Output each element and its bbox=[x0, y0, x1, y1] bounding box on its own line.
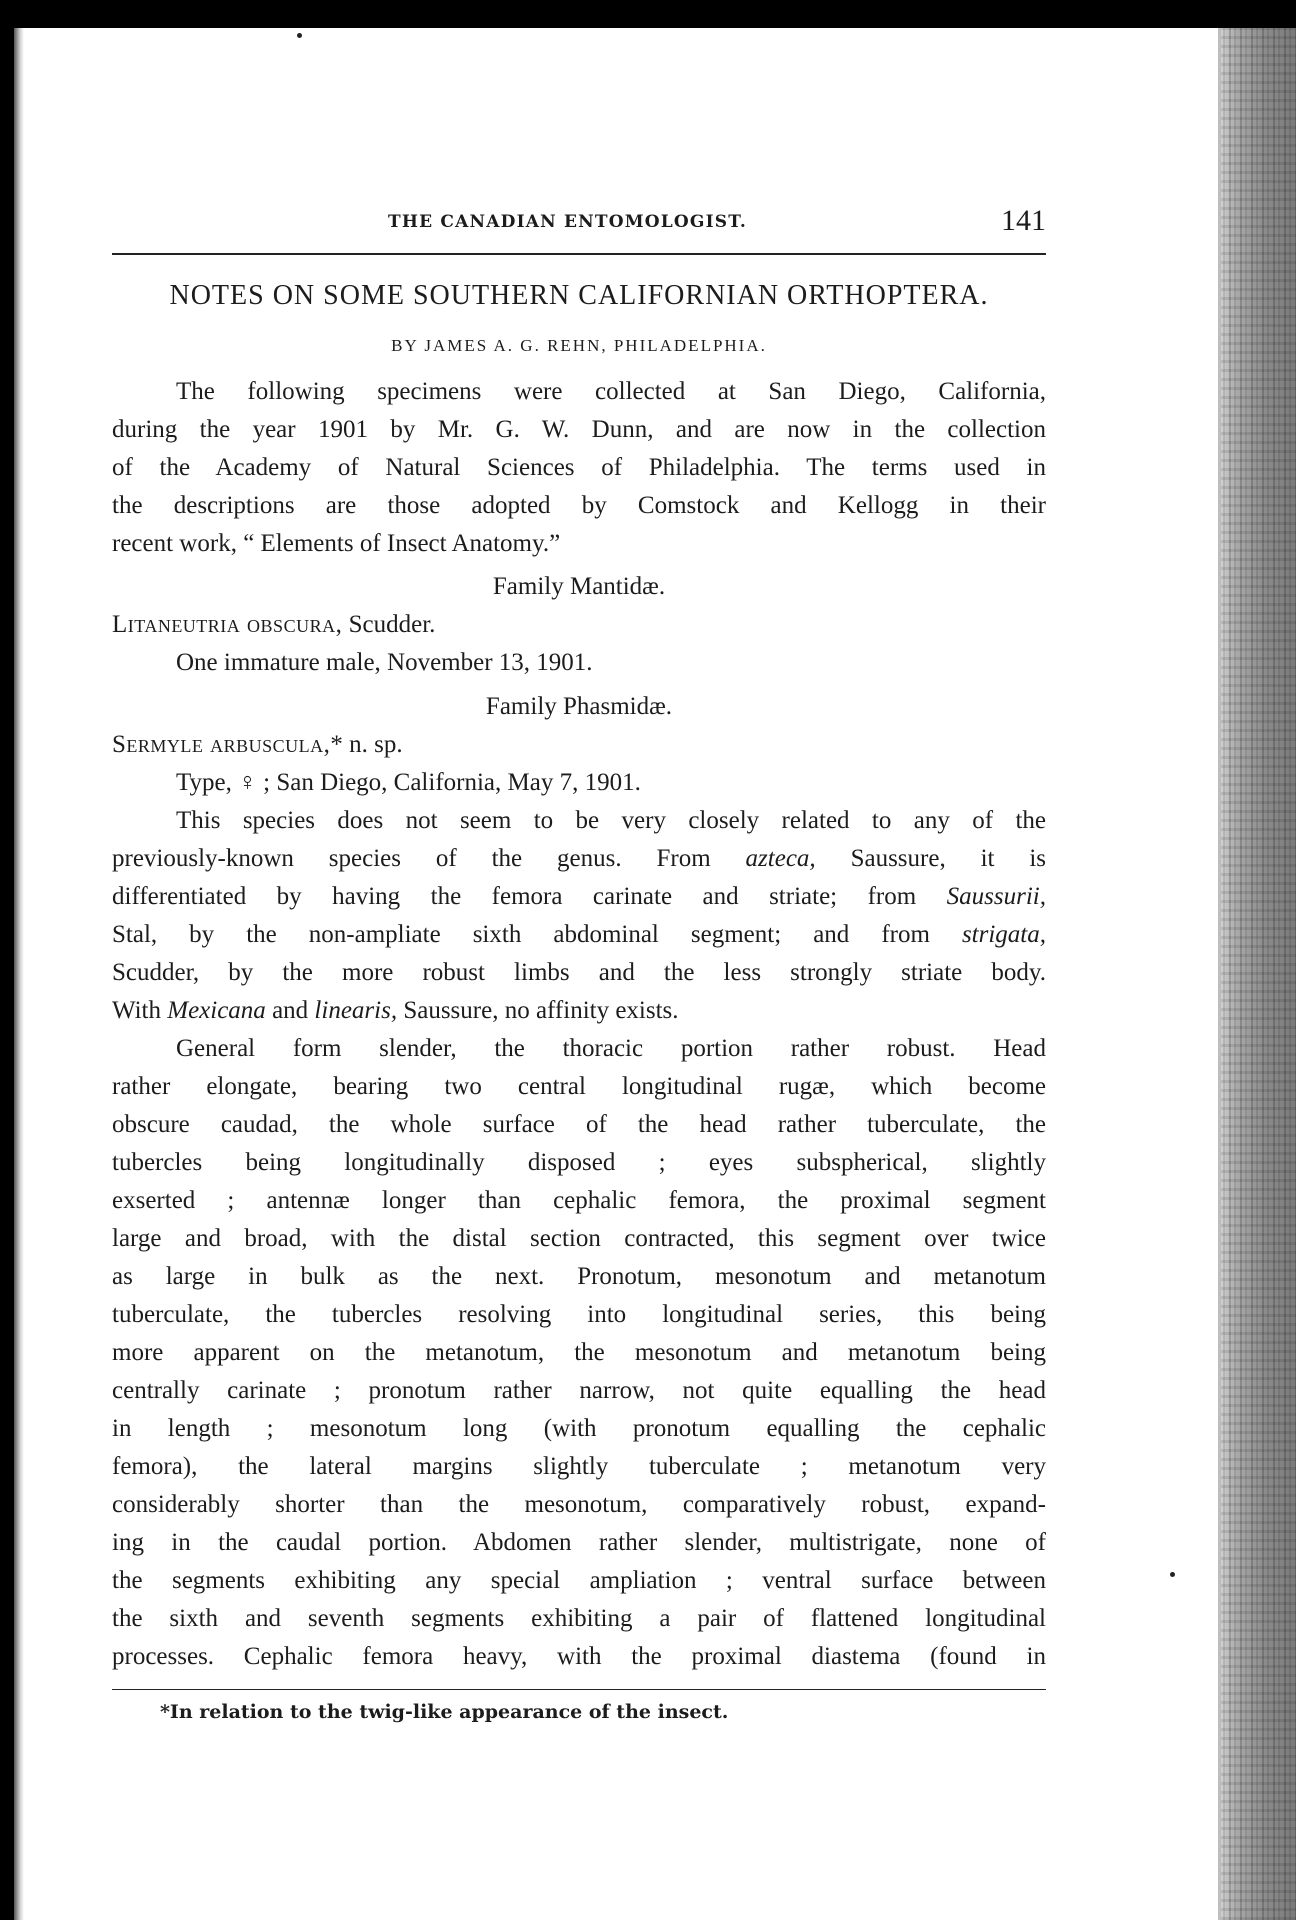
body-line bbox=[112, 844, 1046, 874]
scan-speck bbox=[1170, 1572, 1175, 1577]
header-rule bbox=[112, 253, 1046, 255]
text-run: Stal, by the non-ampliate sixth abdominal segment; and from bbox=[112, 921, 930, 948]
text-run: With bbox=[112, 997, 161, 1024]
body-line: obscure caudad, the whole surface of the head rather tuberculate, the bbox=[112, 1111, 1046, 1138]
body-line: exserted ; antennæ longer than cephalic femora, the proximal segment bbox=[112, 1187, 1046, 1214]
running-header bbox=[112, 204, 1046, 244]
body-line bbox=[112, 996, 1046, 1026]
italic-taxon: Saussurii, bbox=[946, 883, 1047, 910]
page-gutter-line bbox=[1218, 28, 1221, 1920]
body-line: as large in bulk as the next. Pronotum, mesonotum and metanotum bbox=[112, 1263, 1046, 1290]
italic-taxon: linearis, bbox=[314, 997, 398, 1024]
scan-speck bbox=[297, 33, 302, 38]
text-run: Saussure, it is bbox=[850, 845, 1047, 872]
species-suffix: * n. sp. bbox=[330, 731, 403, 758]
species-name: Sermyle arbuscula, bbox=[112, 731, 331, 758]
type-line: Type, ♀ ; San Diego, California, May 7, 1901. bbox=[176, 769, 641, 796]
page-number: 141 bbox=[1001, 204, 1046, 237]
footnote: *In relation to the twig-like appearance of the insect. bbox=[160, 1701, 729, 1723]
book-page-edge bbox=[1218, 28, 1296, 1920]
body-line: the sixth and seventh segments exhibiting a pair of flattened longitudinal bbox=[112, 1605, 1046, 1632]
species-heading-litaneutria bbox=[112, 610, 1046, 640]
body-line: tuberculate, the tubercles resolving into longitudinal series, this being bbox=[112, 1301, 1046, 1328]
body-line: large and broad, with the distal section contracted, this segment over twice bbox=[112, 1225, 1046, 1252]
body-line: ing in the caudal portion. Abdomen rather slender, multistrigate, none of bbox=[112, 1529, 1046, 1556]
italic-taxon: azteca, bbox=[745, 845, 816, 872]
species-name: Litaneutria obscura, bbox=[112, 611, 343, 638]
text-run: differentiated by having the femora carinate and striate; from bbox=[112, 883, 917, 910]
body-line: the descriptions are those adopted by Comstock and Kellogg in their bbox=[112, 492, 1046, 519]
scan-top-border bbox=[0, 0, 1296, 28]
article-byline: BY JAMES A. G. REHN, PHILADELPHIA. bbox=[391, 336, 767, 355]
body-line: recent work, “ Elements of Insect Anatomy.” bbox=[112, 530, 561, 557]
species-heading-sermyle bbox=[112, 730, 1046, 760]
body-line: the segments exhibiting any special ampliation ; ventral surface between bbox=[112, 1567, 1046, 1594]
body-line bbox=[112, 882, 1046, 912]
italic-taxon: strigata, bbox=[961, 921, 1046, 948]
body-line: femora), the lateral margins slightly tuberculate ; metanotum very bbox=[112, 1453, 1046, 1480]
body-line: rather elongate, bearing two central longitudinal rugæ, which become bbox=[112, 1073, 1046, 1100]
family-heading-phasmidae: Family Phasmidæ. bbox=[485, 693, 673, 720]
body-line: General form slender, the thoracic portion rather robust. Head bbox=[176, 1035, 1046, 1062]
body-line: in length ; mesonotum long (with pronotum equalling the cephalic bbox=[112, 1415, 1046, 1442]
species-note: One immature male, November 13, 1901. bbox=[176, 649, 593, 676]
running-title: THE CANADIAN ENTOMOLOGIST. bbox=[388, 212, 748, 232]
body-line: The following specimens were collected at San Diego, California, bbox=[176, 378, 1046, 405]
body-line: Scudder, by the more robust limbs and the less strongly striate body. bbox=[112, 959, 1046, 986]
body-line bbox=[112, 920, 1046, 950]
italic-taxon: Mexicana bbox=[167, 997, 266, 1024]
text-run: Saussure, no affinity exists. bbox=[403, 997, 679, 1024]
article-title: NOTES ON SOME SOUTHERN CALIFORNIAN ORTHOPTERA. bbox=[169, 280, 989, 311]
scan-left-border bbox=[0, 0, 14, 1920]
body-line: more apparent on the metanotum, the mesonotum and metanotum being bbox=[112, 1339, 1046, 1366]
family-heading-mantidae: Family Mantidæ. bbox=[492, 573, 666, 600]
body-line: centrally carinate ; pronotum rather narrow, not quite equalling the head bbox=[112, 1377, 1046, 1404]
scan-left-shadow bbox=[14, 28, 24, 1920]
species-author: Scudder. bbox=[342, 611, 436, 638]
body-line: during the year 1901 by Mr. G. W. Dunn, and are now in the collection bbox=[112, 416, 1046, 443]
footnote-rule bbox=[112, 1689, 1046, 1690]
body-line: tubercles being longitudinally disposed ; eyes subspherical, slightly bbox=[112, 1149, 1046, 1176]
text-run: and bbox=[272, 997, 309, 1024]
text-run: previously-known species of the genus. From bbox=[112, 845, 711, 872]
body-line: of the Academy of Natural Sciences of Philadelphia. The terms used in bbox=[112, 454, 1046, 481]
body-line: This species does not seem to be very closely related to any of the bbox=[176, 807, 1046, 834]
body-line: considerably shorter than the mesonotum, comparatively robust, expand- bbox=[112, 1491, 1046, 1518]
body-line: processes. Cephalic femora heavy, with the proximal diastema (found in bbox=[112, 1643, 1046, 1670]
